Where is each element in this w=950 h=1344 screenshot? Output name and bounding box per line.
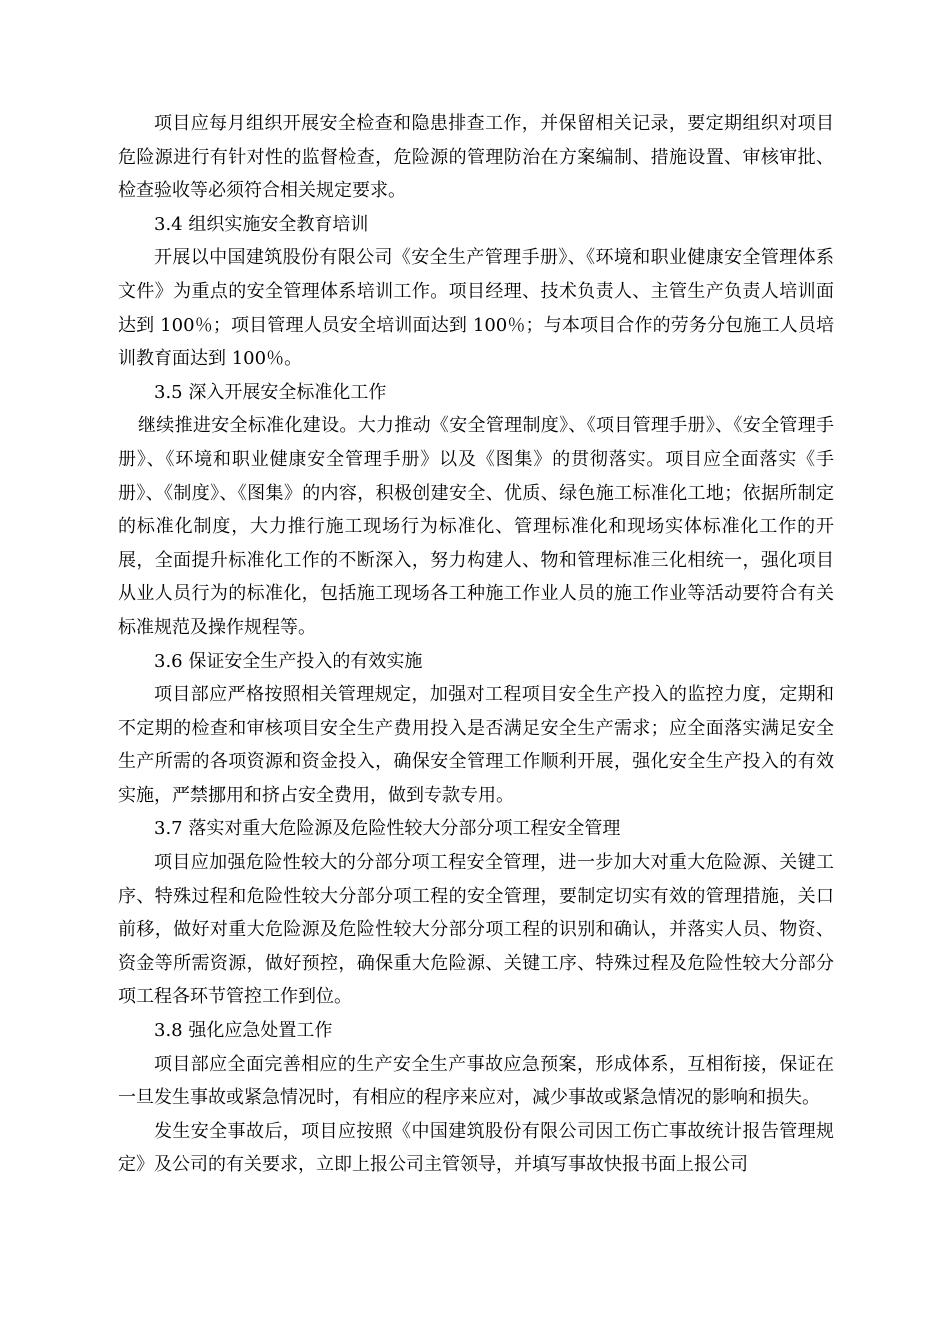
- paragraph-inspection: 项目应每月组织开展安全检查和隐患排查工作，并保留相关记录，要定期组织对项目危险源进行有针对性的监督检查，危险源的管理防治在方案编制、措施设置、审核审批、检查验收等必须符合相关规定要求。: [118, 113, 834, 202]
- paragraph-standardization: 继续推进安全标准化建设。大力推动《安全管理制度》、《项目管理手册》、《安全管理手册》、《环境和职业健康安全管理手册》以及《图集》的贯彻落实。项目应全面落实《手册》、《制度》、《图集》的内容，积极创建安全、优质、绿色施工标准化工地；依据所制定的标准化制度，大力推行施工现场行为标准化、管理标准化和现场实体标准化工作的开展，全面提升标准化工作的不断深入，努力构建人、物和管理标准三化相统一，强化项目从业人员行为的标准化，包括施工现场各工种施工作业人员的施工作业等活动要符合有关标准规范及操作规程等。: [118, 415, 834, 638]
- section-heading-3-5: 3.5 深入开展安全标准化工作: [154, 381, 387, 403]
- paragraph-emergency-plan: 项目部应全面完善相应的生产安全生产事故应急预案，形成体系，互相衔接，保证在一旦发生事故或紧急情况时，有相应的程序来应对，减少事故或紧急情况的影响和损失。: [118, 1053, 834, 1109]
- section-heading-3-6: 3.6 保证安全生产投入的有效实施: [154, 650, 423, 672]
- section-heading-3-4: 3.4 组织实施安全教育培训: [154, 213, 369, 235]
- section-heading-3-8: 3.8 强化应急处置工作: [154, 1020, 333, 1042]
- paragraph-accident-report: 发生安全事故后，项目应按照《中国建筑股份有限公司因工伤亡事故统计报告管理规定》及公司的有关要求，立即上报公司主管领导，并填写事故快报书面上报公司: [118, 1120, 834, 1176]
- section-heading-3-7: 3.7 落实对重大危险源及危险性较大分部分项工程安全管理: [154, 818, 621, 840]
- paragraph-training: 开展以中国建筑股份有限公司《安全生产管理手册》、《环境和职业健康安全管理体系文件》为重点的安全管理体系培训工作。项目经理、技术负责人、主管生产负责人培训面达到 100％；项目管理人员安全培训面达到 100％；与本项目合作的劳务分包施工人员培训教育面达到 100％。: [118, 247, 834, 370]
- paragraph-investment: 项目部应严格按照相关管理规定，加强对工程项目安全生产投入的监控力度，定期和不定期的检查和审核项目安全生产费用投入是否满足安全生产需求；应全面落实满足安全生产所需的各项资源和资金投入，确保安全管理工作顺利开展，强化安全生产投入的有效实施，严禁挪用和挤占安全费用，做到专款专用。: [118, 684, 834, 806]
- paragraph-hazard-management: 项目应加强危险性较大的分部分项工程安全管理，进一步加大对重大危险源、关键工序、特殊过程和危险性较大分部分项工程的安全管理，要制定切实有效的管理措施，关口前移，做好对重大危险源及危险性较大分部分项工程的识别和确认，并落实人员、物资、资金等所需资源，做好预控，确保重大危险源、关键工序、特殊过程及危险性较大分部分项工程各环节管控工作到位。: [118, 852, 834, 1008]
- document-page: [118, 107, 834, 1182]
